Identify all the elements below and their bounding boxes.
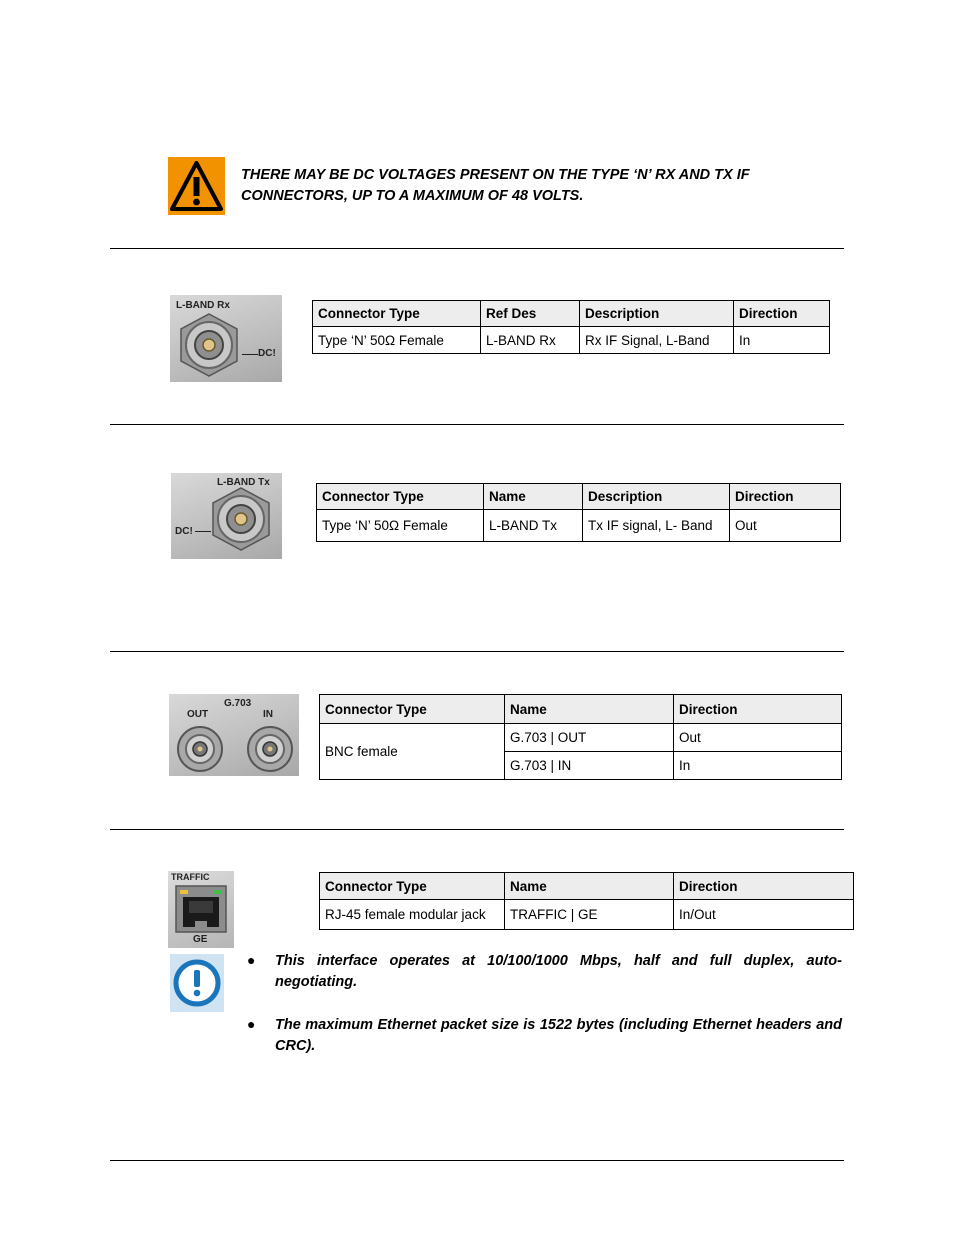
tx-connector-table [316,483,841,542]
g703-photo-in: IN [263,709,273,720]
warning-triangle-icon [168,157,225,215]
table-cell: TRAFFIC | GE [505,900,674,930]
table-cell: In [674,752,842,780]
table-header: Ref Des [481,301,580,327]
dc-marker-line [242,354,258,355]
footer-divider [110,1160,844,1161]
table-header: Direction [734,301,830,327]
table-header: Name [484,484,583,510]
warning-text: THERE MAY BE DC VOLTAGES PRESENT ON THE TYPE ‘N’ RX AND TX IF CONNECTORS, UP TO A MAXIMUM OF 48 VOLTS. [241,167,750,204]
rx-photo-label: L-BAND Rx [176,300,230,311]
section-divider [110,248,844,249]
table-cell: G.703 | OUT [505,724,674,752]
table-cell: Type ‘N’ 50Ω Female [317,510,484,542]
table-header: Connector Type [317,484,484,510]
traffic-photo-top: TRAFFIC [171,872,210,882]
bullet-marker: ● [247,952,256,968]
table-cell: G.703 | IN [505,752,674,780]
table-cell: Type ‘N’ 50Ω Female [313,327,481,354]
warning-icon-box [168,157,225,215]
table-header: Description [580,301,734,327]
table-cell: L-BAND Tx [484,510,583,542]
info-icon-box [170,954,224,1012]
g703-photo-out: OUT [187,709,209,720]
table-cell: Rx IF Signal, L-Band [580,327,734,354]
traffic-ge-photo [168,871,234,948]
g703-photo [169,694,299,776]
table-header: Description [583,484,730,510]
lband-tx-photo [171,473,282,559]
table-cell: Tx IF signal, L- Band [583,510,730,542]
tx-dc-label: DC! [175,526,193,537]
table-header: Connector Type [313,301,481,327]
table-cell: Out [674,724,842,752]
table-cell: L-BAND Rx [481,327,580,354]
table-cell: BNC female [320,724,505,780]
bullet-marker: ● [247,1016,256,1032]
table-header: Direction [674,873,854,900]
lband-rx-photo [170,295,282,382]
info-exclamation-icon [170,954,224,1012]
g703-connector-table [319,694,842,780]
rj45-jack-icon [175,885,227,933]
dc-marker-line [195,531,211,532]
table-cell: In/Out [674,900,854,930]
n-connector-icon [175,312,243,378]
traffic-connector-table [319,872,854,930]
table-cell: In [734,327,830,354]
section-divider [110,829,844,830]
table-header: Connector Type [320,873,505,900]
table-cell: Out [730,510,841,542]
table-header: Direction [730,484,841,510]
bnc-connector-icon [245,724,295,774]
table-header: Name [505,695,674,724]
rx-connector-table [312,300,830,354]
table-header: Connector Type [320,695,505,724]
n-connector-icon [207,486,275,552]
table-header: Name [505,873,674,900]
note-item: The maximum Ethernet packet size is 1522 bytes (including Ethernet headers and CRC). [275,1017,842,1054]
table-cell: RJ-45 female modular jack [320,900,505,930]
note-item: This interface operates at 10/100/1000 Mbps, half and full duplex, auto-negotiating. [275,953,842,990]
section-divider [110,651,844,652]
traffic-photo-bottom: GE [193,934,208,945]
bnc-connector-icon [175,724,225,774]
tx-photo-label: L-BAND Tx [217,477,270,488]
rx-dc-label: DC! [258,348,276,359]
table-header: Direction [674,695,842,724]
section-divider [110,424,844,425]
g703-photo-title: G.703 [224,698,252,709]
